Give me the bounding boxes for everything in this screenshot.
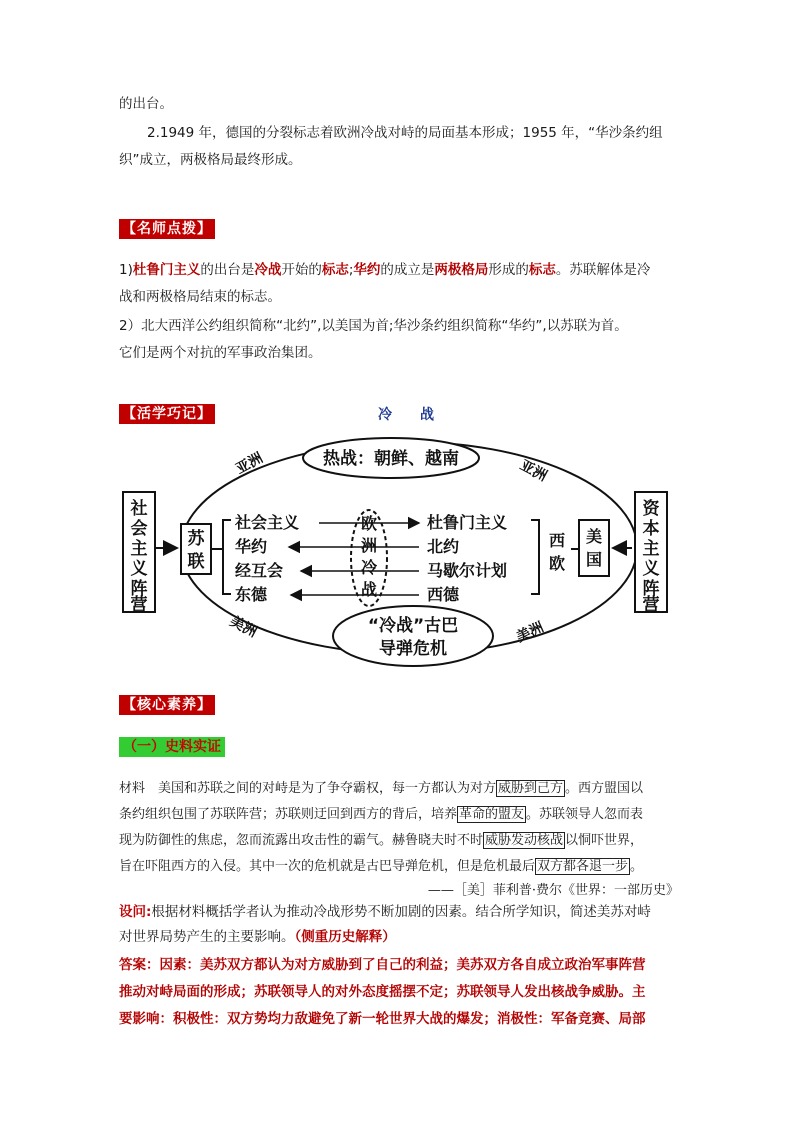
highlight-truman-doctrine: 杜鲁门主义 (132, 262, 201, 278)
text: 美国和苏联之间的对峙是为了争夺霸权，每一方都认为对方 (145, 781, 497, 796)
text: 。苏联领导人忽而表 (526, 807, 644, 822)
question-label: 设问: (119, 904, 152, 920)
left-item: 东德 (235, 585, 268, 604)
highlight-cold-war: 冷战 (254, 262, 282, 278)
material-line-3 (119, 828, 679, 854)
boxed-phrase: 威胁发动核战 (485, 833, 564, 848)
text: ; (348, 262, 354, 278)
boxed-phrase: 威胁到己方 (498, 781, 564, 796)
text: 。西方盟国以 (565, 781, 644, 796)
answer-line-3: 要影响：积极性：双方势均力敌避免了新一轮世界大战的爆发；消极性：军备竞赛、局部 (119, 1011, 646, 1027)
right-item: 北约 (427, 537, 460, 556)
america-right-label: 美洲 (514, 619, 547, 646)
cold-war-diagram (119, 428, 679, 678)
text: 1) (119, 262, 133, 278)
text: 条约组织包围了苏联阵营；苏联则迂回到西方的背后，培养 (119, 807, 458, 822)
text: 对世界局势产生的主要影响。 (119, 929, 295, 945)
left-box-char: 主 (130, 539, 148, 559)
teacher-tips-line-1 (119, 258, 679, 283)
asia-right-label: 亚洲 (517, 457, 550, 485)
hot-war-label: 热战：朝鲜、越南 (323, 449, 459, 469)
material-line-2 (119, 802, 679, 828)
core-literacy-tag: 【核心素养】 (119, 695, 215, 715)
left-box-char: 营 (130, 595, 148, 615)
left-box-char: 义 (130, 559, 148, 579)
material-label: 材料 (119, 781, 146, 796)
left-box-char: 社 (130, 499, 148, 519)
right-bracket (531, 520, 539, 594)
right-box-char: 资 (642, 499, 660, 519)
highlight-sign-2: 标志 (528, 262, 556, 278)
right-box-char: 营 (642, 595, 660, 615)
answer-line-2: 推动对峙局面的形成；苏联领导人的对外态度摇摆不定；苏联领导人发出核战争威胁。主 (119, 984, 646, 1000)
right-item: 杜鲁门主义 (427, 513, 508, 532)
text: 的出台是 (200, 262, 255, 278)
text: 以恫吓世界， (565, 833, 644, 848)
left-bracket (223, 520, 231, 594)
boxed-phrase: 革命的盟友 (459, 807, 525, 822)
highlight-sign: 标志 (321, 262, 349, 278)
question-focus: （侧重历史解释） (294, 929, 396, 945)
text: 旨在吓阻西方的入侵。其中一次的危机就是古巴导弹危机，但是危机最后 (119, 859, 536, 874)
text: 形成的 (488, 262, 529, 278)
left-item: 社会主义 (235, 513, 300, 532)
teacher-tips-tag: 【名师点拨】 (119, 219, 215, 239)
left-box-char: 会 (130, 519, 148, 539)
missile-crisis-label-1: “冷战”古巴 (367, 616, 459, 636)
america-left-label: 美洲 (227, 613, 260, 641)
diagram-title: 冷 战 (378, 407, 434, 423)
evidence-subtag: （一）史料实证 (119, 737, 225, 757)
right-item: 马歇尔计划 (427, 561, 508, 580)
west-europe-char: 欧 (548, 554, 566, 573)
answer-line-1: 答案：因素：美苏双方都认为对方威胁到了自己的利益；美苏双方各自成立政治军事阵营 (119, 957, 646, 973)
intro-point-2-line-1: 2.1949 年，德国的分裂标志着欧洲冷战对峙的局面基本形成；1955 年，“华沙条约组 (147, 125, 663, 141)
missile-crisis-label-2: 导弹危机 (379, 639, 447, 659)
teacher-tips-line-3: 2）北大西洋公约组织简称“北约”,以美国为首;华沙条约组织简称“华约”,以苏联为首。 (119, 318, 628, 334)
text: 。 (630, 859, 644, 874)
teacher-tips-line-2: 战和两极格局结束的标志。 (119, 289, 281, 305)
right-box-char: 主 (642, 539, 660, 559)
west-europe-char: 西 (548, 531, 566, 550)
intro-line-1: 的出台。 (119, 96, 173, 112)
text: 开始的 (281, 262, 322, 278)
center-char: 欧 (360, 514, 378, 533)
text: 。苏联解体是冷 (555, 262, 651, 278)
right-box-char: 义 (642, 559, 660, 579)
right-box-char: 阵 (642, 579, 660, 599)
text: 现为防御性的焦虑，忽而流露出攻击性的霸气。赫鲁晓夫时不时 (119, 833, 484, 848)
material-source: ——［美］菲利普·费尔《世界：一部历史》 (427, 883, 679, 898)
question-line-1 (119, 900, 679, 925)
ussr-char: 联 (187, 552, 205, 572)
memory-tag: 【活学巧记】 (119, 404, 215, 424)
material-line-4 (119, 854, 679, 880)
highlight-warsaw-pact: 华约 (353, 262, 381, 278)
center-char: 战 (360, 580, 378, 599)
center-char: 冷 (360, 558, 378, 577)
left-box-char: 阵 (130, 579, 148, 599)
boxed-phrase: 双方都各退一步 (537, 859, 629, 874)
left-item: 经互会 (235, 561, 284, 580)
center-char: 洲 (360, 536, 378, 555)
asia-left-label: 亚洲 (233, 450, 266, 478)
usa-char: 美 (585, 527, 603, 546)
text: 根据材料概括学者认为推动冷战形势不断加剧的因素。结合所学知识，简述美苏对峙 (151, 904, 651, 920)
right-box-char: 本 (642, 519, 660, 539)
text: 的成立是 (380, 262, 435, 278)
left-item: 华约 (235, 537, 268, 556)
usa-char: 国 (585, 550, 603, 569)
material-line-1 (119, 776, 679, 802)
ussr-char: 苏 (187, 529, 205, 549)
question-line-2 (119, 925, 679, 950)
intro-point-2-line-2: 织”成立，两极格局最终形成。 (119, 152, 302, 168)
right-item: 西德 (427, 585, 460, 604)
intro-point-2 (119, 121, 679, 146)
highlight-bipolar: 两极格局 (434, 262, 489, 278)
teacher-tips-line-4: 它们是两个对抗的军事政治集团。 (119, 345, 322, 361)
